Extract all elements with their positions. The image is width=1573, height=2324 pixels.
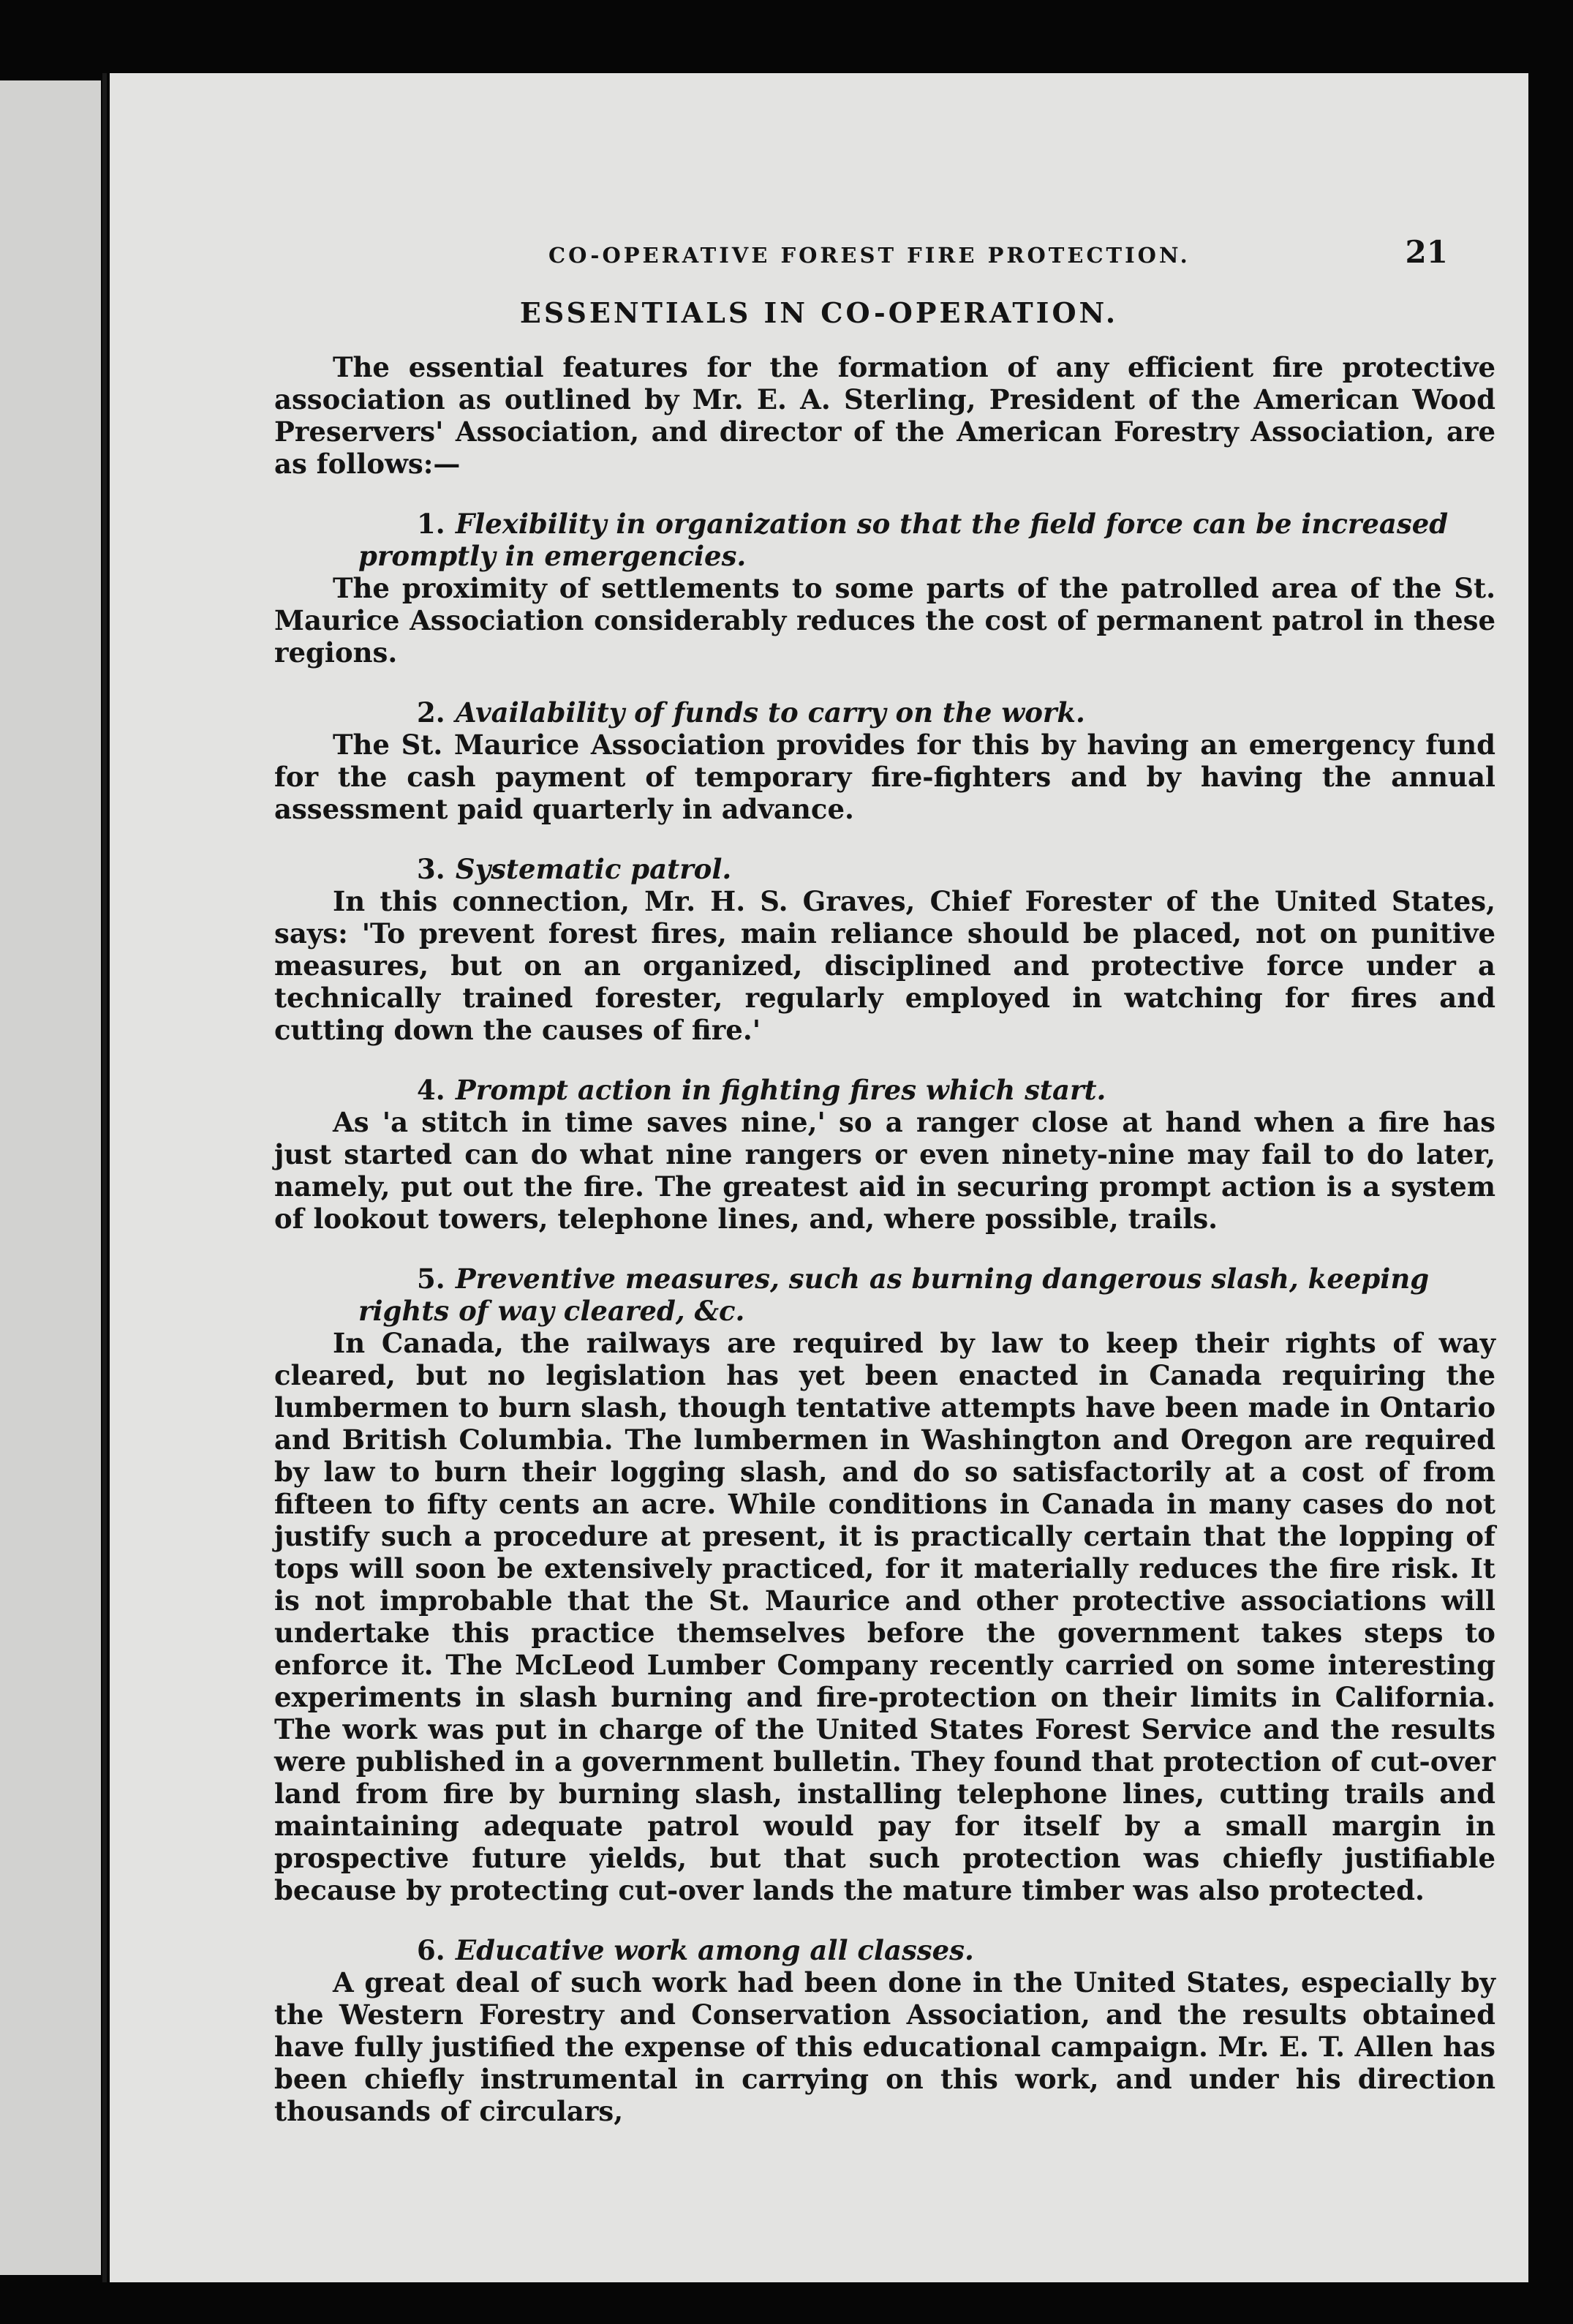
item-heading xyxy=(274,696,1495,729)
running-head: CO-OPERATIVE FOREST FIRE PROTECTION. xyxy=(548,243,1191,268)
item-heading-text: Educative work among all classes. xyxy=(455,1934,974,1966)
item-heading-text: Preventive measures, such as burning dangerous slash, keeping rights of way cleared, &c. xyxy=(358,1263,1430,1327)
page-number: 21 xyxy=(1405,234,1448,270)
item-heading-text: Systematic patrol. xyxy=(455,853,732,885)
intro-paragraph: The essential features for the formation of any efficient fire protective association as outlined by Mr. E. A. Sterling, President of the American Wood Preservers' Association, and director of the American Forestry Association, are as follows:— xyxy=(274,351,1495,480)
item-body: In this connection, Mr. H. S. Graves, Chief Forester of the United States, says: 'To prevent forest fires, main reliance should be placed, not on punitive measures, but on an organized, disciplined and protective force under a technically trained forester, regularly employed in watching for fires and cutting down the causes of fire.' xyxy=(274,885,1495,1046)
section-title: ESSENTIALS IN CO-OPERATION. xyxy=(519,296,1119,329)
item-body: A great deal of such work had been done in the United States, especially by the Western Forestry and Conservation Association, and the results obtained have fully justified the expense of this educational campaign. Mr. E. T. Allen has been chiefly instrumental in carrying on this work, and under his direction thousands of circulars, xyxy=(274,1966,1495,2127)
item-number: 6. xyxy=(417,1934,445,1966)
binding-spine xyxy=(102,73,107,2282)
page-header xyxy=(548,234,1448,270)
item-body: The St. Maurice Association provides for this by having an emergency fund for the cash payment of temporary fire-fighters and by having the annual assessment paid quarterly in advance. xyxy=(274,729,1495,825)
item-heading-text: Availability of funds to carry on the work. xyxy=(455,696,1085,729)
item-heading-text: Prompt action in fighting fires which start. xyxy=(455,1074,1106,1106)
item-heading xyxy=(274,1074,1495,1106)
item-body: In Canada, the railways are required by law to keep their rights of way cleared, but no legislation has yet been enacted in Canada requiring the lumbermen to burn slash, though tentative attempts have been made in Ontario and British Columbia. The lumbermen in Washington and Oregon are required by law to burn their logging slash, and do so satisfactorily at a cost of from fifteen to fifty cents an acre. While conditions in Canada in many cases do not justify such a procedure at present, it is practically certain that the lopping of tops will soon be extensively practiced, for it materially reduces the fire risk. It is not improbable that the St. Maurice and other protective associations will undertake this practice themselves before the government takes steps to enforce it. The McLeod Lumber Company recently carried on some interesting experiments in slash burning and fire-protection on their limits in California. The work was put in charge of the United States Forest Service and the results were published in a government bulletin. They found that protection of cut-over land from fire by burning slash, installing telephone lines, cutting trails and maintaining adequate patrol would pay for itself by a small margin in prospective future yields, but that such protection was chiefly justifiable because by protecting cut-over lands the mature timber was also protected. xyxy=(274,1327,1495,1906)
item-number: 4. xyxy=(417,1074,445,1106)
item-number: 1. xyxy=(417,508,445,540)
body-text xyxy=(274,351,1495,2155)
item-body: The proximity of settlements to some parts of the patrolled area of the St. Maurice Association considerably reduces the cost of permanent patrol in these regions. xyxy=(274,572,1495,669)
item-heading xyxy=(274,1263,1495,1327)
list-item xyxy=(274,1074,1495,1235)
item-heading xyxy=(274,1934,1495,1966)
item-number: 5. xyxy=(417,1263,445,1295)
list-item xyxy=(274,696,1495,825)
item-number: 3. xyxy=(417,853,445,885)
facing-page-edge xyxy=(0,80,101,2275)
item-heading xyxy=(274,508,1495,572)
document-page xyxy=(110,73,1528,2282)
item-body: As 'a stitch in time saves nine,' so a ranger close at hand when a fire has just started can do what nine rangers or even ninety-nine may fail to do later, namely, put out the fire. The greatest aid in securing prompt action is a system of lookout towers, telephone lines, and, where possible, trails. xyxy=(274,1106,1495,1235)
list-item xyxy=(274,853,1495,1046)
list-item xyxy=(274,1263,1495,1906)
item-number: 2. xyxy=(417,696,445,729)
list-item xyxy=(274,508,1495,669)
list-item xyxy=(274,1934,1495,2127)
item-heading xyxy=(274,853,1495,885)
item-heading-text: Flexibility in organization so that the field force can be increased promptly in emergencies. xyxy=(358,508,1449,572)
